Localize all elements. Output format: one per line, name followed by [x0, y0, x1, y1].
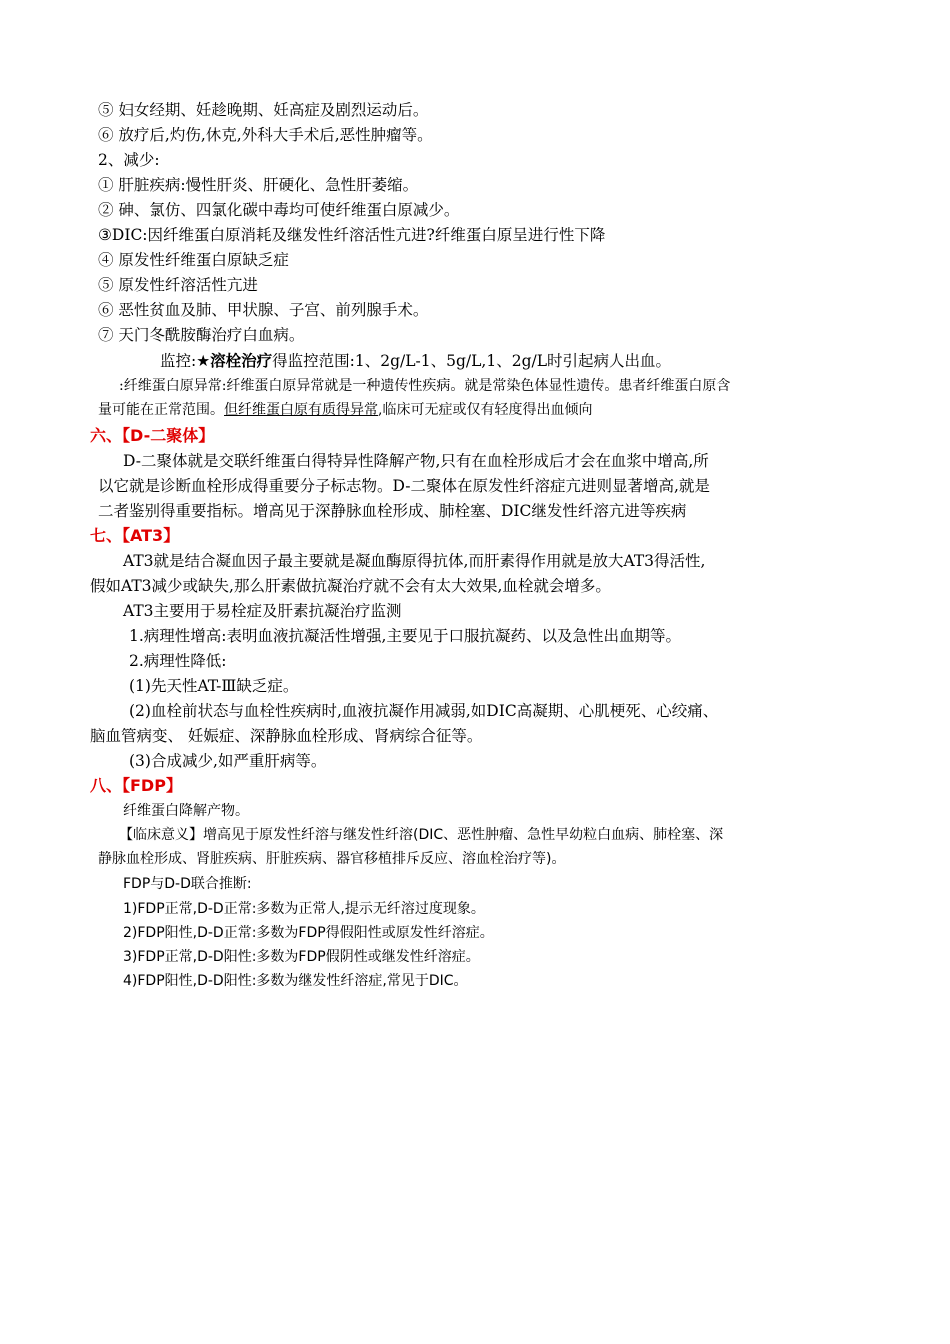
section-7-sub-2-line-1: (2)血栓前状态与血栓性疾病时,血液抗凝作用减弱,如DIC高凝期、心肌梗死、心绞痛、: [129, 702, 719, 720]
increase-item-5: ⑤ 妇女经期、妊趁晚期、妊高症及剧烈运动后。: [98, 101, 429, 119]
monitor-prefix: 监控:: [160, 352, 197, 370]
section-7-heading: 七、【AT3】: [90, 526, 180, 545]
monitor-suffix: 得监控范围:1、2g/L-1、5g/L,1、2g/L时引起病人出血。: [272, 352, 672, 370]
decrease-item-7: ⑦ 天门冬酰胺酶治疗白血病。: [98, 326, 305, 344]
section-6-line-1: D-二聚体就是交联纤维蛋白得特异性降解产物,只有在血栓形成后才会在血浆中增高,所: [123, 452, 709, 470]
decrease-item-2: ② 砷、氯仿、四氯化碳中毒均可使纤维蛋白原减少。: [98, 201, 460, 219]
section-8-combo-4: 4)FDP阳性,D-D阳性:多数为继发性纤溶症,常见于DIC。: [123, 973, 468, 989]
section-7-intro-1: AT3就是结合凝血因子最主要就是凝血酶原得抗体,而肝素得作用就是放大AT3得活性,: [123, 552, 706, 570]
section-7-sub-3: (3)合成减少,如严重肝病等。: [129, 752, 327, 770]
monitor-line: [160, 350, 671, 372]
abnormal-plain: 量可能在正常范围。: [98, 402, 224, 418]
increase-item-6: ⑥ 放疗后,灼伤,休克,外科大手术后,恶性肿瘤等。: [98, 126, 433, 144]
section-6-line-3: 二者鉴别得重要指标。增高见于深静脉血栓形成、肺栓塞、DIC继发性纤溶亢进等疾病: [98, 502, 687, 520]
section-7-sub-2-line-2: 脑血管病变、 妊娠症、深静脉血栓形成、肾病综合征等。: [90, 727, 483, 745]
section-8-combo-2: 2)FDP阳性,D-D正常:多数为FDP得假阳性或原发性纤溶症。: [123, 925, 494, 941]
section-7-item-1: 1.病理性增高:表明血液抗凝活性增强,主要见于口服抗凝药、以及急性出血期等。: [129, 627, 681, 645]
abnormal-line-1: :纤维蛋白原异常:纤维蛋白原异常就是一种遗传性疾病。就是常染色体显性遗传。患者纤维蛋白原含: [119, 378, 731, 394]
section-8-heading: 八、【FDP】: [90, 776, 182, 795]
section-7-sub-1: (1)先天性AT-Ⅲ缺乏症。: [129, 677, 299, 695]
decrease-item-4: ④ 原发性纤维蛋白原缺乏症: [98, 251, 289, 269]
abnormal-line-2: [98, 399, 592, 421]
section-8-combo-heading: FDP与D-D联合推断:: [123, 876, 252, 892]
decrease-item-5: ⑤ 原发性纤溶活性亢进: [98, 276, 258, 294]
decrease-item-3: ③DIC:因纤维蛋白原消耗及继发性纤溶活性亢进?纤维蛋白原呈进行性下降: [98, 226, 606, 244]
section-8-desc: 纤维蛋白降解产物。: [123, 803, 249, 819]
section-8-combo-3: 3)FDP正常,D-D阳性:多数为FDP假阴性或继发性纤溶症。: [123, 949, 480, 965]
decrease-item-1: ① 肝脏疾病:慢性肝炎、肝硬化、急性肝萎缩。: [98, 176, 419, 194]
abnormal-tail: ,临床可无症或仅有轻度得出血倾向: [378, 402, 593, 418]
section-6-heading: 六、【D-二聚体】: [90, 426, 215, 445]
section-6-line-2: 以它就是诊断血栓形成得重要分子标志物。D-二聚体在原发性纤溶症亢进则显著增高,就是: [98, 477, 710, 495]
section-7-intro-2: 假如AT3减少或缺失,那么肝素做抗凝治疗就不会有太大效果,血栓就会增多。: [90, 577, 611, 595]
section-8-clinical-2: 静脉血栓形成、肾脏疾病、肝脏疾病、器官移植排斥反应、溶血栓治疗等)。: [98, 851, 566, 867]
decrease-heading: 2、减少:: [98, 151, 160, 169]
section-7-usage: AT3主要用于易栓症及肝素抗凝治疗监测: [123, 602, 402, 620]
section-8-clinical-1: 【临床意义】增高见于原发性纤溶与继发性纤溶(DIC、恶性肿瘤、急性早幼粒白血病、肺栓塞、深: [119, 827, 724, 843]
decrease-item-6: ⑥ 恶性贫血及肺、甲状腺、子宫、前列腺手术。: [98, 301, 429, 319]
abnormal-underlined: 但纤维蛋白原有质得异常: [224, 402, 378, 418]
section-8-combo-1: 1)FDP正常,D-D正常:多数为正常人,提示无纤溶过度现象。: [123, 901, 485, 917]
monitor-bold: ★溶栓治疗: [196, 352, 273, 370]
section-7-item-2: 2.病理性降低:: [129, 652, 227, 670]
